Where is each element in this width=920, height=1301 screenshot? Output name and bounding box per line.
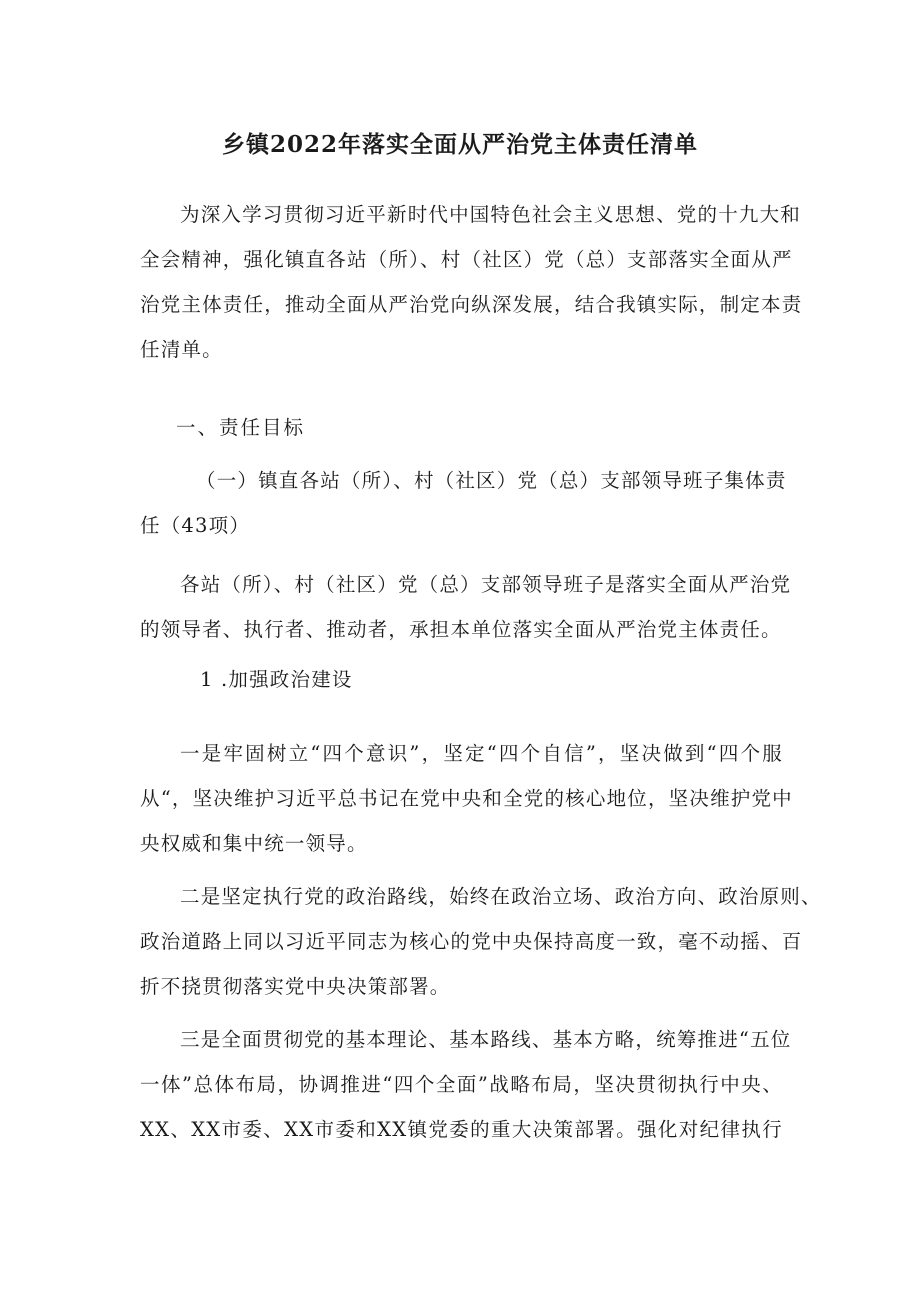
paragraph-line: （一）镇直各站（所）、村（社区）党（总）支部领导班子集体责 bbox=[196, 469, 787, 492]
paragraph-line: 政治道路上同以习近平同志为核心的党中央保持高度一致，毫不动摇、百 bbox=[140, 930, 803, 953]
paragraph-one bbox=[140, 731, 793, 866]
paragraph-line: 任（43项） bbox=[140, 514, 251, 537]
item-heading: 1 .加强政治建设 bbox=[200, 668, 353, 691]
paragraph-line: 的领导者、执行者、推动者，承担本单位落实全面从严治党主体责任。 bbox=[140, 618, 782, 641]
paragraph-line: 任清单。 bbox=[140, 338, 223, 361]
paragraph-line: 一是牢固树立“四个意识”，坚定“四个自信”，坚决做到“四个服 bbox=[180, 742, 783, 765]
document-title: 乡镇2022年落实全面从严治党主体责任清单 bbox=[221, 131, 698, 158]
paragraph-line: XX、XX市委、XX市委和XX镇党委的重大决策部署。强化对纪律执行 bbox=[140, 1118, 783, 1141]
paragraph-line: 折不挠贯彻落实党中央决策部署。 bbox=[140, 975, 451, 998]
paragraph-line: 一体”总体布局，协调推进“四个全面”战略布局，坚决贯彻执行中央、 bbox=[140, 1073, 783, 1096]
paragraph-line: 全会精神，强化镇直各站（所）、村（社区）党（总）支部落实全面从严 bbox=[140, 248, 793, 271]
paragraph-line: 各站（所）、村（社区）党（总）支部领导班子是落实全面从严治党 bbox=[180, 573, 792, 596]
section-heading: 一、责任目标 bbox=[176, 416, 306, 439]
paragraph-line: 央权威和集中统一领导。 bbox=[140, 832, 368, 855]
paragraph-line: 二是坚定执行党的政治路线，始终在政治立场、政治方向、政治原则、 bbox=[180, 885, 822, 908]
paragraph-three bbox=[140, 1017, 792, 1152]
sub-intro-paragraph bbox=[140, 562, 792, 652]
paragraph-two bbox=[140, 874, 822, 1009]
paragraph-line: 治党主体责任，推动全面从严治党向纵深发展，结合我镇实际，制定本责 bbox=[140, 293, 803, 316]
paragraph-line: 从“，坚决维护习近平总书记在党中央和全党的核心地位，坚决维护党中 bbox=[140, 787, 793, 810]
intro-paragraph bbox=[140, 192, 803, 372]
paragraph-line: 为深入学习贯彻习近平新时代中国特色社会主义思想、党的十九大和 bbox=[180, 203, 802, 226]
paragraph-line: 三是全面贯彻党的基本理论、基本路线、基本方略，统筹推进“五位 bbox=[180, 1028, 792, 1051]
subsection-heading bbox=[140, 458, 787, 548]
